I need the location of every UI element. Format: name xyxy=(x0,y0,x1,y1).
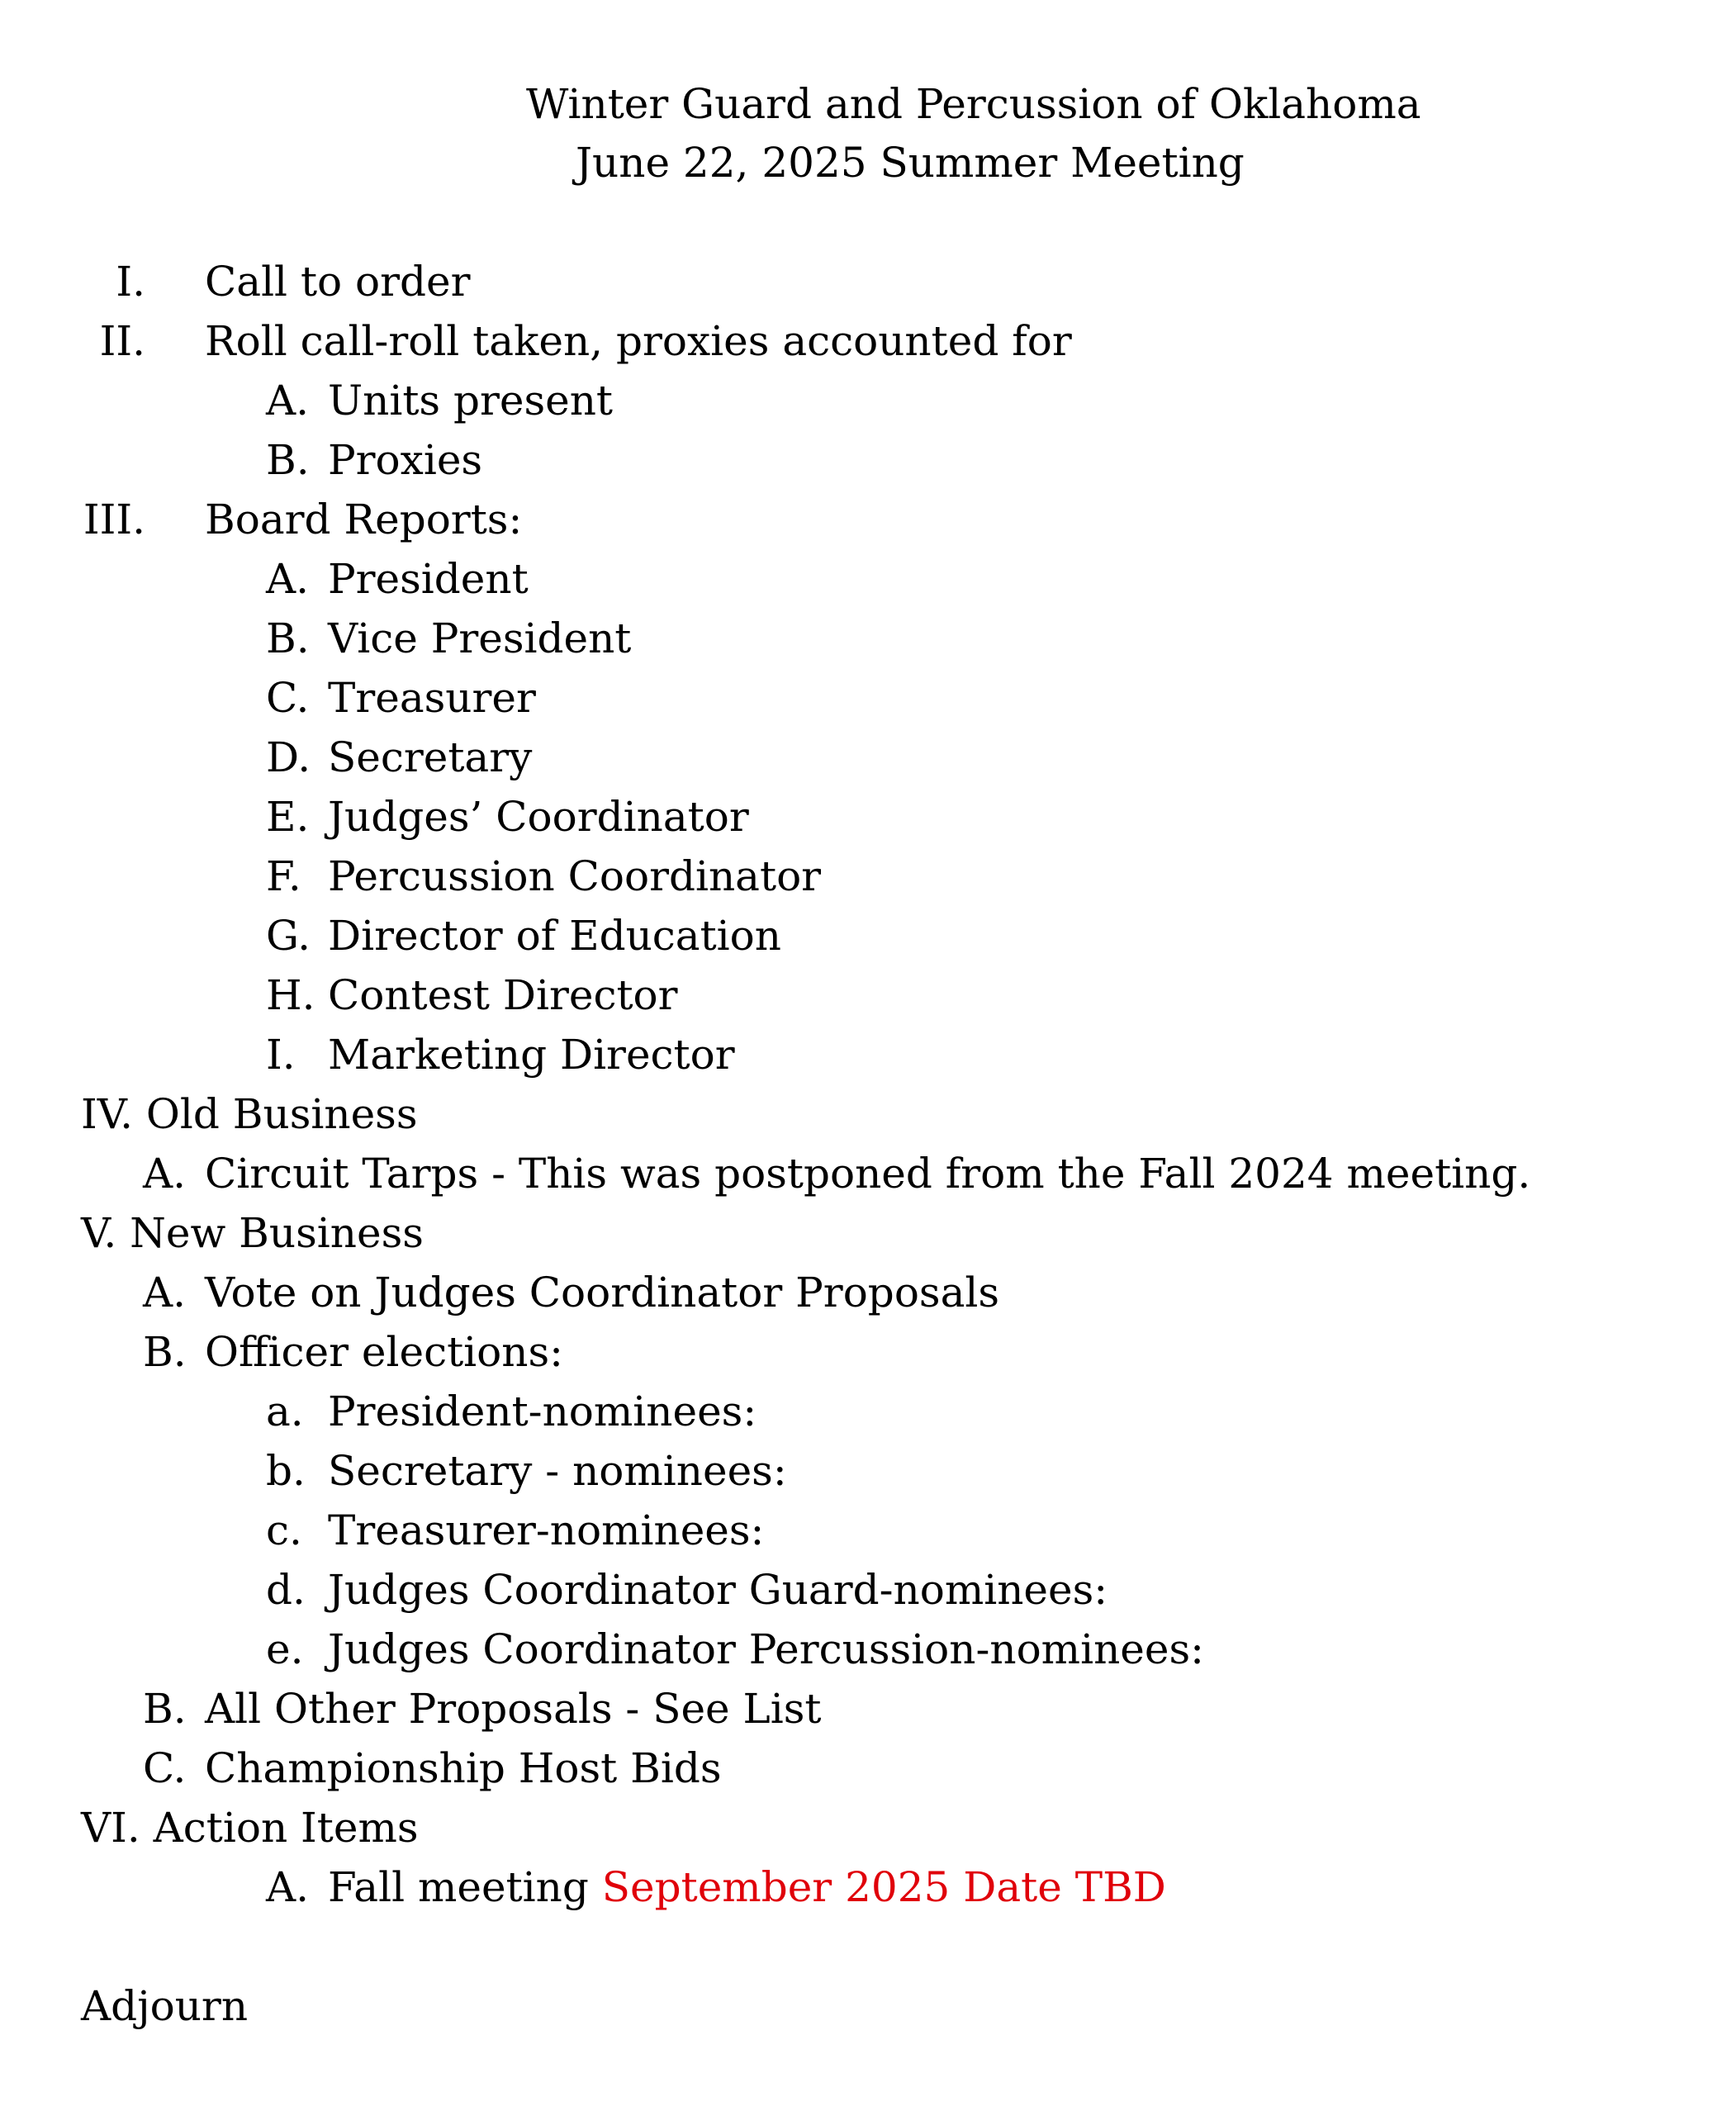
item-label: Units present xyxy=(328,377,614,425)
item-marker: B. xyxy=(143,1685,187,1733)
fall-meeting-label: Fall meeting xyxy=(328,1863,602,1911)
item-marker: A. xyxy=(143,1269,187,1316)
agenda-subitem xyxy=(0,847,1736,906)
agenda-subitem xyxy=(0,371,1736,430)
fall-meeting-date: September 2025 Date TBD xyxy=(601,1863,1166,1911)
agenda-item xyxy=(0,252,1736,311)
item-label: Marketing Director xyxy=(328,1031,735,1079)
agenda-item xyxy=(0,490,1736,549)
item-label xyxy=(328,1857,1166,1917)
agenda-subsubitem xyxy=(0,1501,1736,1560)
section-label: VI. Action Items xyxy=(81,1804,419,1852)
agenda-subitem xyxy=(0,965,1736,1025)
item-marker: B. xyxy=(266,436,310,484)
agenda-subitem xyxy=(0,1857,1736,1917)
item-label: Judges’ Coordinator xyxy=(328,793,749,841)
item-marker: F. xyxy=(266,852,301,900)
meeting-title: June 22, 2025 Summer Meeting xyxy=(576,139,1245,187)
item-marker: c. xyxy=(266,1506,302,1554)
section-heading xyxy=(0,1798,1736,1857)
item-marker: D. xyxy=(266,733,311,781)
item-label: Call to order xyxy=(205,258,471,306)
item-label: Director of Education xyxy=(328,912,781,960)
agenda-item xyxy=(0,311,1736,371)
section-heading xyxy=(0,1084,1736,1144)
item-marker: a. xyxy=(266,1388,304,1435)
item-label: Secretary xyxy=(328,733,533,781)
item-marker: d. xyxy=(266,1566,306,1614)
agenda-subitem xyxy=(0,668,1736,728)
agenda-subitem xyxy=(0,728,1736,787)
item-label: Officer elections: xyxy=(205,1328,563,1376)
adjourn-label: Adjourn xyxy=(81,1982,249,2030)
item-label: Percussion Coordinator xyxy=(328,852,822,900)
item-marker: II. xyxy=(99,317,145,365)
item-marker: B. xyxy=(143,1328,187,1376)
agenda-subitem xyxy=(0,906,1736,965)
item-label: Board Reports: xyxy=(205,496,523,543)
item-marker: b. xyxy=(266,1447,306,1495)
item-marker: I. xyxy=(266,1031,296,1079)
item-marker: E. xyxy=(266,793,310,841)
item-label: Treasurer-nominees: xyxy=(328,1506,765,1554)
agenda-subitem xyxy=(0,430,1736,490)
agenda-subitem xyxy=(0,1739,1736,1798)
item-label: Secretary - nominees: xyxy=(328,1447,787,1495)
item-label: Vote on Judges Coordinator Proposals xyxy=(205,1269,1000,1316)
agenda-subsubitem xyxy=(0,1382,1736,1441)
agenda-subitem xyxy=(0,609,1736,668)
item-label: Championship Host Bids xyxy=(205,1744,722,1792)
item-label: All Other Proposals - See List xyxy=(205,1685,822,1733)
agenda-subitem xyxy=(0,1322,1736,1382)
item-label: President xyxy=(328,555,529,603)
item-marker: III. xyxy=(83,496,145,543)
item-label: Contest Director xyxy=(328,971,678,1019)
agenda-subsubitem xyxy=(0,1441,1736,1501)
item-marker: A. xyxy=(266,1863,310,1911)
item-label: President-nominees: xyxy=(328,1388,757,1435)
item-marker: e. xyxy=(266,1625,304,1673)
item-label: Circuit Tarps - This was postponed from the Fall 2024 meeting. xyxy=(205,1150,1531,1198)
agenda-subsubitem xyxy=(0,1560,1736,1620)
item-label: Vice President xyxy=(328,614,632,662)
item-label: Roll call-roll taken, proxies accounted for xyxy=(205,317,1072,365)
item-marker: C. xyxy=(143,1744,187,1792)
item-label: Proxies xyxy=(328,436,483,484)
section-label: IV. Old Business xyxy=(81,1090,418,1138)
agenda-subitem xyxy=(0,1144,1736,1203)
agenda-subitem xyxy=(0,1025,1736,1084)
item-label: Treasurer xyxy=(328,674,536,722)
agenda-subsubitem xyxy=(0,1620,1736,1679)
item-marker: G. xyxy=(266,912,311,960)
section-label: V. New Business xyxy=(81,1209,424,1257)
adjourn-line xyxy=(0,1976,1736,2036)
section-heading xyxy=(0,1203,1736,1263)
agenda-subitem xyxy=(0,1679,1736,1739)
agenda-subitem xyxy=(0,787,1736,847)
org-title: Winter Guard and Percussion of Oklahoma xyxy=(526,80,1421,128)
item-marker: B. xyxy=(266,614,310,662)
agenda-subitem xyxy=(0,1263,1736,1322)
item-label: Judges Coordinator Guard-nominees: xyxy=(328,1566,1108,1614)
agenda-subitem xyxy=(0,549,1736,609)
item-marker: I. xyxy=(116,258,145,306)
item-marker: A. xyxy=(266,555,310,603)
item-marker: A. xyxy=(143,1150,187,1198)
item-label: Judges Coordinator Percussion-nominees: xyxy=(328,1625,1204,1673)
item-marker: H. xyxy=(266,971,315,1019)
item-marker: C. xyxy=(266,674,310,722)
item-marker: A. xyxy=(266,377,310,425)
